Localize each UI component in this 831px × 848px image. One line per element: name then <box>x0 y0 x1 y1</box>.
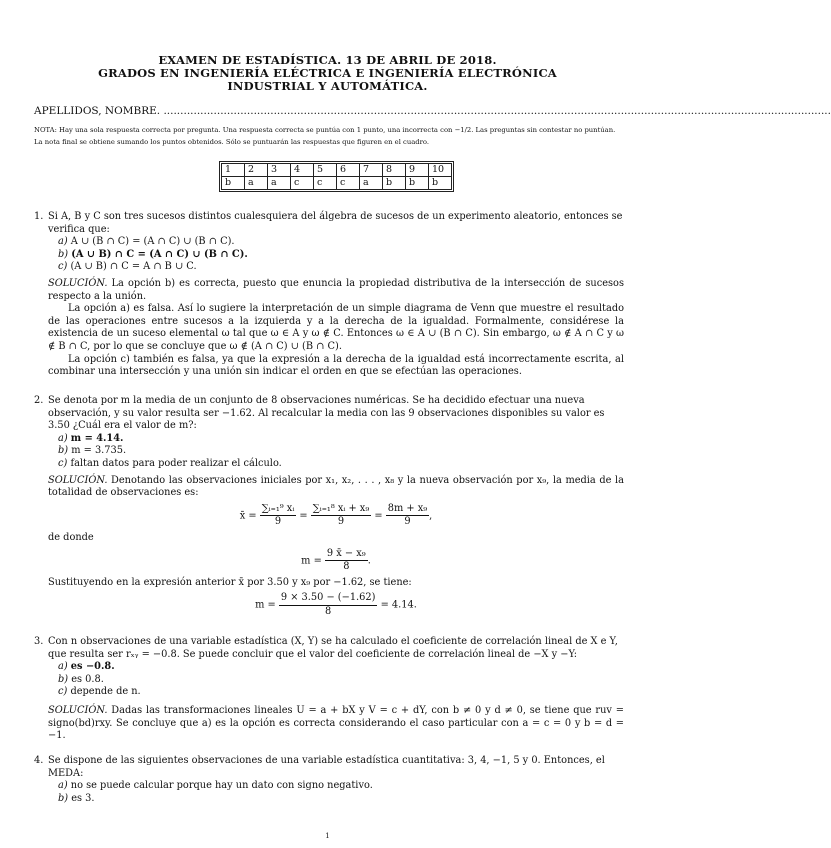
answer-cell: c <box>337 177 360 190</box>
option-label: a) <box>58 661 68 673</box>
solution-block <box>48 705 624 743</box>
answer-table-answers-row <box>222 177 452 190</box>
eq-lhs: m = <box>255 599 276 611</box>
option-text: es 0.8. <box>71 673 104 685</box>
answer-cell: c <box>291 177 314 190</box>
eq-lhs: x̄ = <box>239 510 257 522</box>
question-stem: Se denota por m la media de un conjunto de 8 observaciones numéricas. Se ha decidido efectuar una nueva observación, y su valor resulta ser −1.62. Al recalcular la media con las 9 observaciones disponibles su valor es 3.50 ¿Cuál era el valor de m?: <box>48 395 605 432</box>
fraction <box>325 548 368 574</box>
question-stem: Se dispone de las siguientes observaciones de una variable estadística cuantitativa: 3, 4, −1, 5 y 0. Entonces, el MEDA: <box>48 755 605 779</box>
answer-number: 2 <box>245 164 268 177</box>
denominator: 8 <box>325 605 332 617</box>
answer-number: 3 <box>268 164 291 177</box>
name-label: APELLIDOS, NOMBRE. <box>34 105 161 117</box>
answer-cell: b <box>383 177 406 190</box>
option-label: c) <box>58 261 68 273</box>
solution-text: de donde <box>48 531 94 543</box>
solution-text: La opción b) es correcta, puesto que enuncia la propiedad distributiva de la intersección de sucesos respecto a la unión. <box>48 277 624 302</box>
answer-table-numbers-row <box>222 164 452 177</box>
answer-number: 4 <box>291 164 314 177</box>
option-b <box>58 674 624 687</box>
answer-cell: b <box>222 177 245 190</box>
option-label: c) <box>58 686 68 698</box>
option-b <box>58 793 624 806</box>
option-label: b) <box>58 792 69 804</box>
question-1 <box>34 211 624 379</box>
fraction <box>386 503 429 529</box>
option-text: no se puede calcular porque hay un dato con signo negativo. <box>70 780 373 792</box>
numerator: ∑ᵢ₌₁⁹ xᵢ <box>260 503 297 517</box>
option-c <box>58 686 624 699</box>
exam-title-line3: INDUSTRIAL Y AUTOMÁTICA. <box>227 79 428 93</box>
solution-text: Sustituyendo en la expresión anterior x̄ por 3.50 y x₉ por −1.62, se tiene: <box>48 576 412 588</box>
eq-lhs: m = <box>301 555 322 567</box>
option-label: a) <box>58 432 68 444</box>
answer-cell: b <box>429 177 452 190</box>
question-stem: Si A, B y C son tres sucesos distintos cualesquiera del álgebra de sucesos de un experimento aleatorio, entonces se verifica que: <box>48 211 623 235</box>
answer-number: 8 <box>383 164 406 177</box>
numerator: 8m + x₉ <box>386 503 429 517</box>
eq-sign: = <box>299 510 308 522</box>
option-a <box>58 236 624 249</box>
answer-cell: b <box>406 177 429 190</box>
option-text: (A ∪ B) ∩ C = (A ∩ C) ∪ (B ∩ C). <box>71 248 248 260</box>
exam-title-line2: GRADOS EN INGENIERÍA ELÉCTRICA E INGENIERÍA ELECTRÓNICA <box>98 66 557 80</box>
fraction <box>260 503 297 529</box>
solution-block <box>48 475 624 619</box>
question-3 <box>34 636 624 743</box>
answer-cell: a <box>245 177 268 190</box>
instructions-note: NOTA: Hay una sola respuesta correcta por pregunta. Una respuesta correcta se puntúa con 1 punto, una incorrecta con −1/2. Las preguntas sin contestar no puntúan. La nota final se obtiene sumando los puntos obtenidos. Sólo se puntuarán las respuestas que figuren en el cuadro. <box>34 126 616 146</box>
answer-number: 7 <box>360 164 383 177</box>
option-a <box>58 780 624 793</box>
option-b <box>58 249 624 262</box>
denominator: 9 <box>337 516 345 528</box>
answer-number: 6 <box>337 164 360 177</box>
fraction <box>311 503 372 529</box>
eq-rhs: = 4.14. <box>380 599 417 611</box>
option-c <box>58 458 624 471</box>
option-text: faltan datos para poder realizar el cálculo. <box>70 457 282 469</box>
option-label: b) <box>58 248 69 260</box>
page-number: 1 <box>325 832 330 840</box>
answer-cell: c <box>314 177 337 190</box>
option-text: es 3. <box>71 792 95 804</box>
option-a <box>58 661 624 674</box>
denominator: 9 <box>404 516 411 528</box>
answer-cell: a <box>360 177 383 190</box>
answer-table <box>221 163 452 190</box>
name-dotted-line: ........................................................................................................................................................................................................ <box>163 105 831 117</box>
option-text: m = 3.735. <box>71 445 127 457</box>
option-text: (A ∪ B) ∩ C = A ∩ B ∪ C. <box>70 261 197 273</box>
exam-title-line1: EXAMEN DE ESTADÍSTICA. 13 DE ABRIL DE 2018. <box>158 53 497 67</box>
option-text: A ∪ (B ∩ C) = (A ∩ C) ∪ (B ∩ C). <box>70 236 235 248</box>
solution-label: SOLUCIÓN. <box>48 277 108 289</box>
option-text: es −0.8. <box>70 661 115 673</box>
question-number: 2. <box>34 395 44 406</box>
name-field <box>34 105 831 117</box>
question-number: 4. <box>34 755 44 766</box>
solution-text: Dadas las transformaciones lineales U = a + bX y V = c + dY, con b ≠ 0 y d ≠ 0, se tiene que ruv = signo(bd)rxy. Se concluye que a) es la opción es correcta considerando el caso particular con a = c = 0 y b = d = −1. <box>48 704 624 742</box>
option-b <box>58 445 624 458</box>
option-a <box>58 433 624 446</box>
eq-sign: = <box>374 510 383 522</box>
question-4 <box>34 755 624 805</box>
eq-end: . <box>367 555 371 567</box>
denominator: 9 <box>274 516 282 528</box>
mean-equation <box>48 503 624 529</box>
solution-paragraph: La opción a) es falsa. Así lo sugiere la interpretación de un simple diagrama de Venn que muestre el resultado de las operaciones entre sucesos a la izquierda y a la derecha de la igualdad. Formalmente, considérese la existencia de un suceso elemental ω tal que ω ∈ A y ω ∉ C. Entonces ω ∈ A ∪ (B ∩ C). Sin embargo, ω ∉ A ∩ C y ω ∉ B ∩ C, por lo que se concluye que ω ∉ (A ∩ C) ∪ (B ∩ C). <box>48 303 624 352</box>
question-number: 3. <box>34 636 44 647</box>
m-equation <box>48 548 624 574</box>
option-label: a) <box>58 236 68 248</box>
answer-cell: a <box>268 177 291 190</box>
option-label: b) <box>58 445 69 457</box>
option-text: m = 4.14. <box>70 432 124 444</box>
option-label: c) <box>58 457 68 469</box>
solution-label: SOLUCIÓN. <box>48 474 108 486</box>
option-text: depende de n. <box>70 686 141 698</box>
numerator: 9 x̄ − x₉ <box>325 548 368 562</box>
numerator: ∑ᵢ₌₁⁸ xᵢ + x₉ <box>311 503 372 517</box>
option-c <box>58 261 624 274</box>
answer-number: 5 <box>314 164 337 177</box>
option-label: a) <box>58 780 68 792</box>
solution-paragraph: La opción c) también es falsa, ya que la expresión a la derecha de la igualdad está incorrectamente escrita, al combinar una intersección y una unión sin indicar el orden en que se efectúan las operaciones. <box>48 353 624 378</box>
solution-text: Denotando las observaciones iniciales por x₁, x₂, . . . , x₈ y la nueva observación por x₉, la media de la totalidad de observaciones es: <box>48 474 624 499</box>
question-2 <box>34 395 624 622</box>
solution-label: SOLUCIÓN. <box>48 704 108 716</box>
question-stem: Con n observaciones de una variable estadística (X, Y) se ha calculado el coeficiente de correlación lineal de X e Y, que resulta ser rₓᵧ = −0.8. Se puede concluir que el valor del coeficiente de correlación lineal de −X y −Y: <box>48 636 618 660</box>
solution-block <box>48 278 624 379</box>
question-number: 1. <box>34 211 44 222</box>
answer-number: 1 <box>222 164 245 177</box>
answer-number: 10 <box>429 164 452 177</box>
fraction <box>279 592 378 618</box>
denominator: 8 <box>343 561 350 573</box>
numerator: 9 × 3.50 − (−1.62) <box>279 592 378 606</box>
eq-end: , <box>429 510 433 522</box>
answer-number: 9 <box>406 164 429 177</box>
option-label: b) <box>58 673 69 685</box>
result-equation <box>48 592 624 618</box>
